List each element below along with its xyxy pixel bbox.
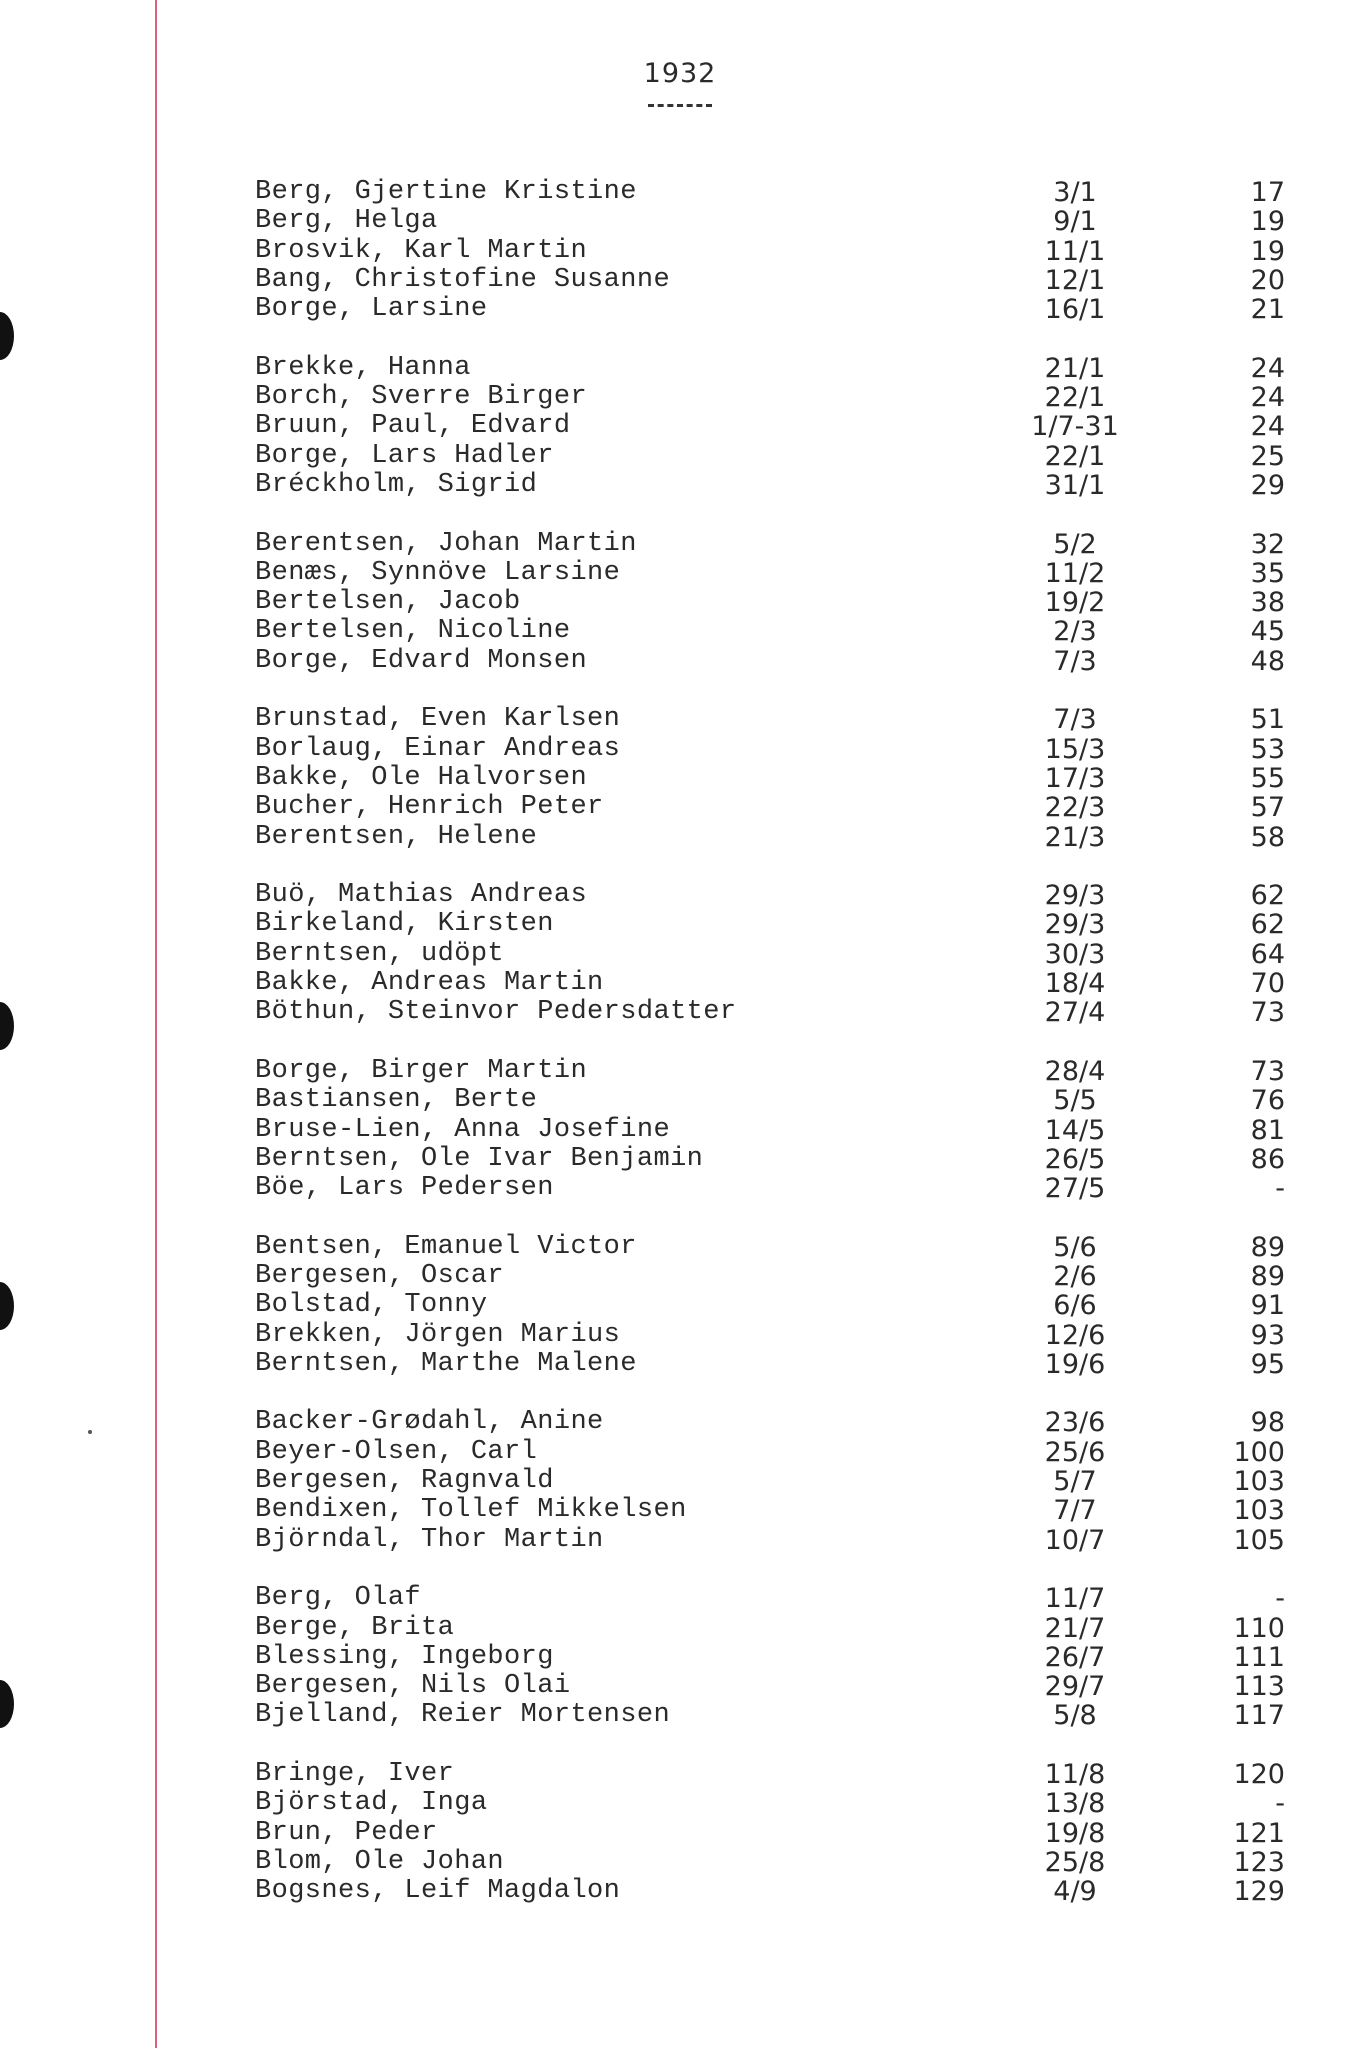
entry-page: 29 [1250,469,1285,501]
entry-date: 25/6 [1044,1436,1106,1468]
entry-name: Bang, Christofine Susanne [255,264,671,295]
entry-date: 21/7 [1044,1612,1106,1644]
entry-name: Bentsen, Emanuel Victor [255,1231,637,1262]
register-entry [255,616,1285,648]
entry-date: 23/6 [1044,1407,1106,1439]
register-entry [255,1759,1285,1791]
entry-page: 21 [1250,294,1285,326]
entry-name: Berntsen, Ole Ivar Benjamin [255,1143,704,1174]
register-entry [255,1524,1285,1556]
entry-name: Brekken, Jörgen Marius [255,1319,621,1350]
entry-page: 45 [1250,616,1285,648]
register-entry [255,968,1285,1000]
entry-page: 103 [1233,1495,1285,1527]
register-entry [255,909,1285,941]
entry-date: 22/1 [1044,440,1106,472]
register-entry [255,1641,1285,1673]
register-entry [255,880,1285,912]
register-entry [255,235,1285,267]
register-entry [255,294,1285,326]
register-entry [255,733,1285,765]
register-entry [255,206,1285,238]
entry-page: 81 [1250,1114,1285,1146]
entry-date: 5/6 [1053,1231,1097,1263]
entry-date: 2/6 [1053,1260,1097,1292]
entry-date: 19/2 [1044,587,1106,619]
register-entry [255,704,1285,736]
entry-date: 13/8 [1044,1788,1106,1820]
entry-name: Bréckholm, Sigrid [255,469,538,500]
entry-page: 17 [1250,177,1285,208]
register-entry [255,1290,1285,1322]
entry-page: 20 [1250,264,1285,296]
entry-date: 5/2 [1053,528,1097,560]
register-entry [255,1407,1285,1439]
entry-name: Berge, Brita [255,1612,455,1643]
entry-page: 89 [1250,1260,1285,1292]
register-entry [255,177,1285,208]
register-entry [255,645,1285,677]
register-entry [255,938,1285,970]
entry-name: Bakke, Ole Halvorsen [255,762,588,793]
entry-page: 70 [1250,968,1285,1000]
entry-name: Borlaug, Einar Andreas [255,733,621,764]
register-entry [255,1788,1285,1820]
entry-date: 11/8 [1044,1759,1106,1791]
entry-date: 4/9 [1053,1876,1097,1908]
entry-page: 48 [1250,645,1285,677]
register-entry [255,1260,1285,1292]
register-entry [255,1085,1285,1117]
entry-date: 29/3 [1044,909,1106,941]
entry-page: 110 [1233,1612,1285,1644]
entry-date: 31/1 [1044,469,1106,501]
entry-name: Bolstad, Tonny [255,1290,488,1321]
entry-date: 6/6 [1053,1290,1097,1322]
entry-date: 3/1 [1053,177,1097,208]
group-spacer [255,1379,1255,1408]
entry-name: Brun, Peder [255,1817,438,1848]
entry-name: Böe, Lars Pedersen [255,1173,554,1204]
paper-speck [88,1430,92,1434]
entry-page: 53 [1250,733,1285,765]
entry-date: 29/3 [1044,880,1106,912]
entry-name: Bertelsen, Nicoline [255,616,571,647]
entry-page: 62 [1250,909,1285,941]
entry-name: Berg, Olaf [255,1583,422,1614]
entry-page: 62 [1250,880,1285,912]
entry-page: 73 [1250,1055,1285,1087]
entry-page: 105 [1233,1524,1285,1556]
entry-page: 24 [1250,352,1285,384]
entry-page: 35 [1250,557,1285,589]
entry-date: 2/3 [1053,616,1097,648]
entry-page: 123 [1233,1846,1285,1878]
register-entry [255,1114,1285,1146]
entry-date: 1/7-31 [1031,411,1119,443]
entry-page: 57 [1250,792,1285,824]
entry-name: Benæs, Synnöve Larsine [255,557,621,588]
entry-date: 11/2 [1044,557,1106,589]
entry-page: 24 [1250,411,1285,443]
entry-name: Berentsen, Johan Martin [255,528,637,559]
register-entry [255,1436,1285,1468]
entry-date: 5/5 [1053,1085,1097,1117]
entry-page: - [1275,1583,1285,1615]
entry-date: 22/3 [1044,792,1106,824]
entry-name: Backer-Grødahl, Anine [255,1407,604,1438]
entry-date: 27/4 [1044,997,1106,1029]
entry-name: Bjelland, Reier Mortensen [255,1700,671,1731]
entry-date: 27/5 [1044,1173,1106,1205]
register-entry [255,264,1285,296]
entry-date: 19/6 [1044,1348,1106,1380]
entry-name: Buö, Mathias Andreas [255,880,588,911]
entry-page: 89 [1250,1231,1285,1263]
entry-page: 113 [1233,1671,1285,1703]
group-spacer [255,1555,1255,1584]
group-spacer [255,852,1255,881]
entry-name: Borch, Sverre Birger [255,382,588,413]
entry-page: 19 [1250,235,1285,267]
entry-date: 12/1 [1044,264,1106,296]
entry-page: 117 [1233,1700,1285,1732]
punch-hole [0,1002,14,1050]
entry-name: Beyer-Olsen, Carl [255,1436,538,1467]
group-spacer [255,324,1255,353]
entry-name: Bakke, Andreas Martin [255,968,604,999]
entry-name: Brosvik, Karl Martin [255,235,588,266]
entry-name: Brunstad, Even Karlsen [255,704,621,735]
entry-date: 15/3 [1044,733,1106,765]
entry-name: Borge, Lars Hadler [255,440,554,471]
entry-date: 10/7 [1044,1524,1106,1556]
entry-date: 7/7 [1053,1495,1097,1527]
entry-date: 21/3 [1044,821,1106,853]
entry-name: Böthun, Steinvor Pedersdatter [255,997,737,1028]
entry-name: Birkeland, Kirsten [255,909,554,940]
entry-name: Brekke, Hanna [255,352,471,383]
entry-date: 11/7 [1044,1583,1106,1615]
entry-page: 91 [1250,1290,1285,1322]
register-entry [255,382,1285,414]
register-entry [255,1671,1285,1703]
entry-page: 100 [1233,1436,1285,1468]
entry-name: Björndal, Thor Martin [255,1524,604,1555]
entry-page: 121 [1233,1817,1285,1849]
entry-name: Bruun, Paul, Edvard [255,411,571,442]
register-entry [255,1319,1285,1351]
entry-page: 64 [1250,938,1285,970]
register-entry [255,1495,1285,1527]
register-entry [255,1612,1285,1644]
entry-page: - [1275,1788,1285,1820]
register-entry [255,1876,1285,1908]
entry-name: Bruse-Lien, Anna Josefine [255,1114,671,1145]
entry-date: 18/4 [1044,968,1106,1000]
entry-name: Borge, Larsine [255,294,488,325]
entry-date: 22/1 [1044,382,1106,414]
entry-name: Bergesen, Nils Olai [255,1671,571,1702]
register-entry [255,587,1285,619]
group-spacer [255,500,1255,529]
entry-page: 93 [1250,1319,1285,1351]
entry-date: 28/4 [1044,1055,1106,1087]
entry-page: 19 [1250,206,1285,238]
entry-date: 25/8 [1044,1846,1106,1878]
register-entry [255,1846,1285,1878]
entry-date: 21/1 [1044,352,1106,384]
entry-date: 7/3 [1053,704,1097,736]
register-entry [255,1348,1285,1380]
register-entry [255,792,1285,824]
entry-page: 120 [1233,1759,1285,1791]
entry-name: Borge, Edvard Monsen [255,645,588,676]
register-entry [255,352,1285,384]
group-spacer [255,676,1255,705]
entry-page: 98 [1250,1407,1285,1439]
entry-name: Berg, Helga [255,206,438,237]
entry-date: 19/8 [1044,1817,1106,1849]
register-entry [255,528,1285,560]
register-entry [255,411,1285,443]
punch-hole [0,1680,14,1728]
entry-name: Bucher, Henrich Peter [255,792,604,823]
entry-page: 38 [1250,587,1285,619]
entry-date: 26/7 [1044,1641,1106,1673]
entry-date: 5/7 [1053,1466,1097,1498]
group-spacer [255,1203,1255,1232]
register-entry [255,1700,1285,1732]
punch-hole [0,1282,14,1330]
year-underline [648,104,712,107]
entry-name: Bendixen, Tollef Mikkelsen [255,1495,687,1526]
register-entry [255,1466,1285,1498]
register-entry [255,1143,1285,1175]
entry-page: 55 [1250,762,1285,794]
entry-page: 129 [1233,1876,1285,1908]
entry-page: 58 [1250,821,1285,853]
entry-page: 103 [1233,1466,1285,1498]
entry-date: 29/7 [1044,1671,1106,1703]
entry-page: 51 [1250,704,1285,736]
entry-name: Berntsen, udöpt [255,938,505,969]
group-spacer [255,1731,1255,1760]
entry-name: Bringe, Iver [255,1759,455,1790]
entry-page: 86 [1250,1143,1285,1175]
entry-name: Blessing, Ingeborg [255,1641,554,1672]
entry-date: 26/5 [1044,1143,1106,1175]
entry-page: 111 [1233,1641,1285,1673]
entry-date: 14/5 [1044,1114,1106,1146]
entry-page: 24 [1250,382,1285,414]
register-entry [255,762,1285,794]
group-spacer [255,1028,1255,1057]
punch-hole [0,312,14,360]
register-list [255,177,1285,1908]
entry-name: Berentsen, Helene [255,821,538,852]
entry-date: 30/3 [1044,938,1106,970]
register-entry [255,557,1285,589]
entry-name: Björstad, Inga [255,1788,488,1819]
entry-page: 76 [1250,1085,1285,1117]
entry-page: 95 [1250,1348,1285,1380]
entry-date: 12/6 [1044,1319,1106,1351]
register-entry [255,1055,1285,1087]
page-year: 1932 [643,58,717,89]
entry-name: Berntsen, Marthe Malene [255,1348,637,1379]
register-entry [255,1583,1285,1615]
entry-name: Bastiansen, Berte [255,1085,538,1116]
entry-name: Bogsnes, Leif Magdalon [255,1876,621,1907]
register-entry [255,440,1285,472]
register-entry [255,997,1285,1029]
entry-name: Bergesen, Oscar [255,1260,505,1291]
entry-page: - [1275,1173,1285,1205]
entry-date: 17/3 [1044,762,1106,794]
entry-page: 32 [1250,528,1285,560]
entry-name: Borge, Birger Martin [255,1055,588,1086]
entry-date: 5/8 [1053,1700,1097,1732]
entry-page: 25 [1250,440,1285,472]
entry-name: Blom, Ole Johan [255,1846,505,1877]
page-margin-line [155,0,157,2048]
register-entry [255,469,1285,501]
register-entry [255,1173,1285,1205]
entry-name: Berg, Gjertine Kristine [255,177,637,207]
entry-name: Bergesen, Ragnvald [255,1466,554,1497]
entry-date: 9/1 [1053,206,1097,238]
entry-date: 16/1 [1044,294,1106,326]
entry-date: 11/1 [1044,235,1106,267]
entry-date: 7/3 [1053,645,1097,677]
entry-name: Bertelsen, Jacob [255,587,521,618]
register-entry [255,1817,1285,1849]
register-entry [255,1231,1285,1263]
register-entry [255,821,1285,853]
entry-page: 73 [1250,997,1285,1029]
